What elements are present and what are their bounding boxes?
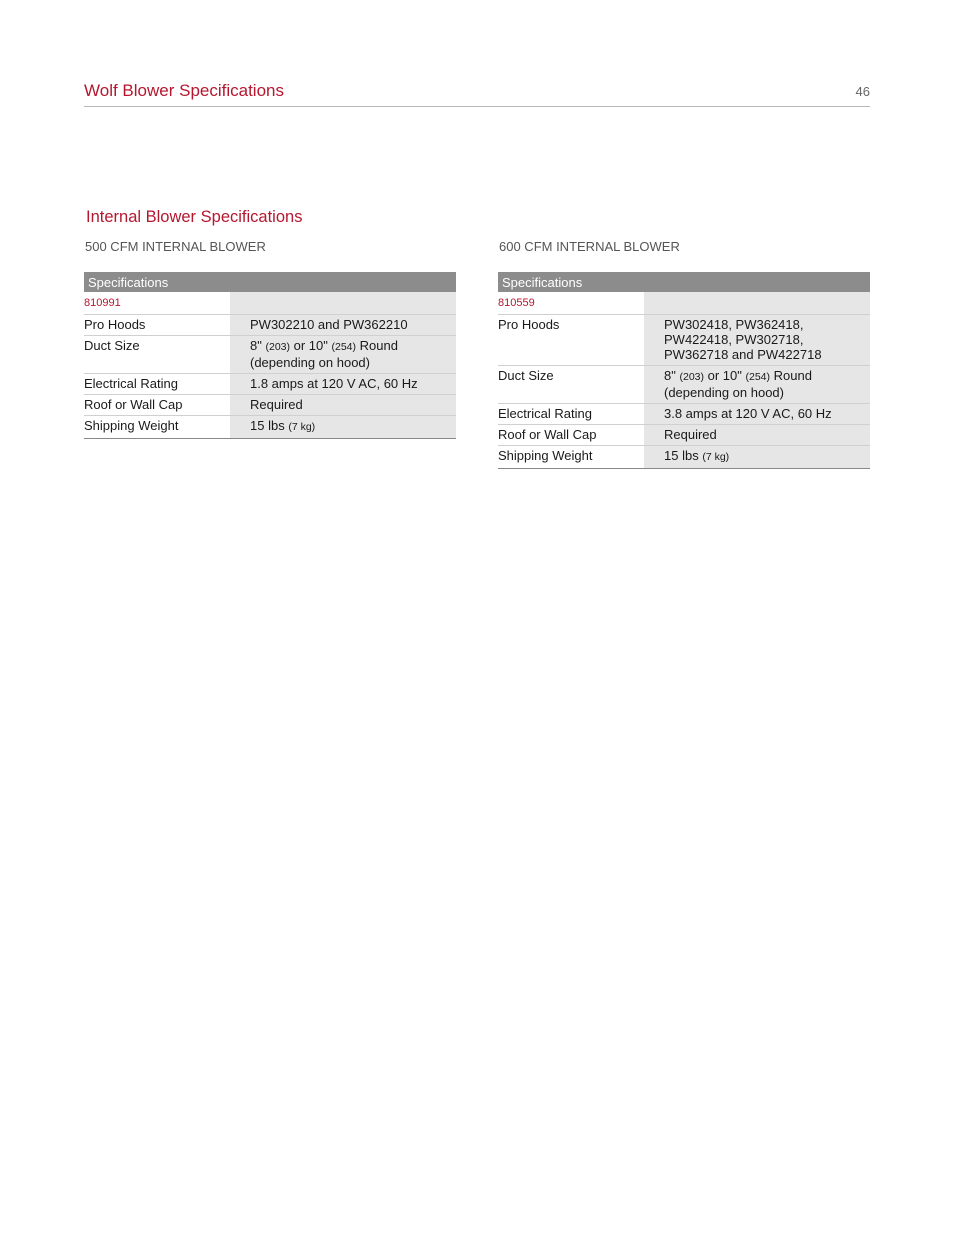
row-value: 15 lbs (7 kg)	[644, 446, 870, 469]
row-value: 3.8 amps at 120 V AC, 60 Hz	[644, 404, 870, 425]
page-number: 46	[855, 84, 870, 99]
row-value: 15 lbs (7 kg)	[230, 416, 456, 439]
row-value: 8" (203) or 10" (254) Round (depending on hood)	[644, 366, 870, 404]
row-label: Roof or Wall Cap	[498, 425, 644, 446]
table-row	[84, 416, 456, 439]
table-row	[84, 315, 456, 336]
row-label: Pro Hoods	[498, 315, 644, 366]
table-row	[498, 315, 870, 366]
row-label: Roof or Wall Cap	[84, 395, 230, 416]
blower-title: 500 CFM INTERNAL BLOWER	[85, 239, 266, 254]
row-value: 8" (203) or 10" (254) Round (depending on hood)	[230, 336, 456, 374]
table-row	[84, 374, 456, 395]
blower-600-cfm	[498, 238, 870, 469]
table-header: Specifications	[498, 272, 870, 292]
row-value: PW302418, PW362418, PW422418, PW302718, PW362718 and PW422718	[644, 315, 870, 366]
row-label: Duct Size	[498, 366, 644, 404]
table-row	[498, 404, 870, 425]
table-row	[84, 395, 456, 416]
spec-table	[84, 272, 456, 439]
page-header	[84, 78, 870, 107]
blower-title: 600 CFM INTERNAL BLOWER	[499, 239, 680, 254]
table-row	[84, 336, 456, 374]
spec-table	[498, 272, 870, 469]
row-label: Electrical Rating	[498, 404, 644, 425]
row-label: Electrical Rating	[84, 374, 230, 395]
model-number: 810991	[84, 297, 121, 309]
table-header-row	[84, 272, 456, 292]
page-title: Wolf Blower Specifications	[84, 81, 284, 100]
row-value: Required	[230, 395, 456, 416]
table-header: Specifications	[84, 272, 456, 292]
model-number: 810559	[498, 297, 535, 309]
table-header-row	[498, 272, 870, 292]
row-label: Shipping Weight	[84, 416, 230, 439]
row-value: Required	[644, 425, 870, 446]
table-row	[84, 292, 456, 315]
blower-500-cfm	[84, 238, 456, 439]
row-value: PW302210 and PW362210	[230, 315, 456, 336]
row-label: Shipping Weight	[498, 446, 644, 469]
row-label: Pro Hoods	[84, 315, 230, 336]
table-row	[498, 292, 870, 315]
table-row	[498, 425, 870, 446]
row-value: 1.8 amps at 120 V AC, 60 Hz	[230, 374, 456, 395]
table-row	[498, 366, 870, 404]
section-title: Internal Blower Specifications	[86, 208, 303, 226]
row-label: Duct Size	[84, 336, 230, 374]
table-row	[498, 446, 870, 469]
